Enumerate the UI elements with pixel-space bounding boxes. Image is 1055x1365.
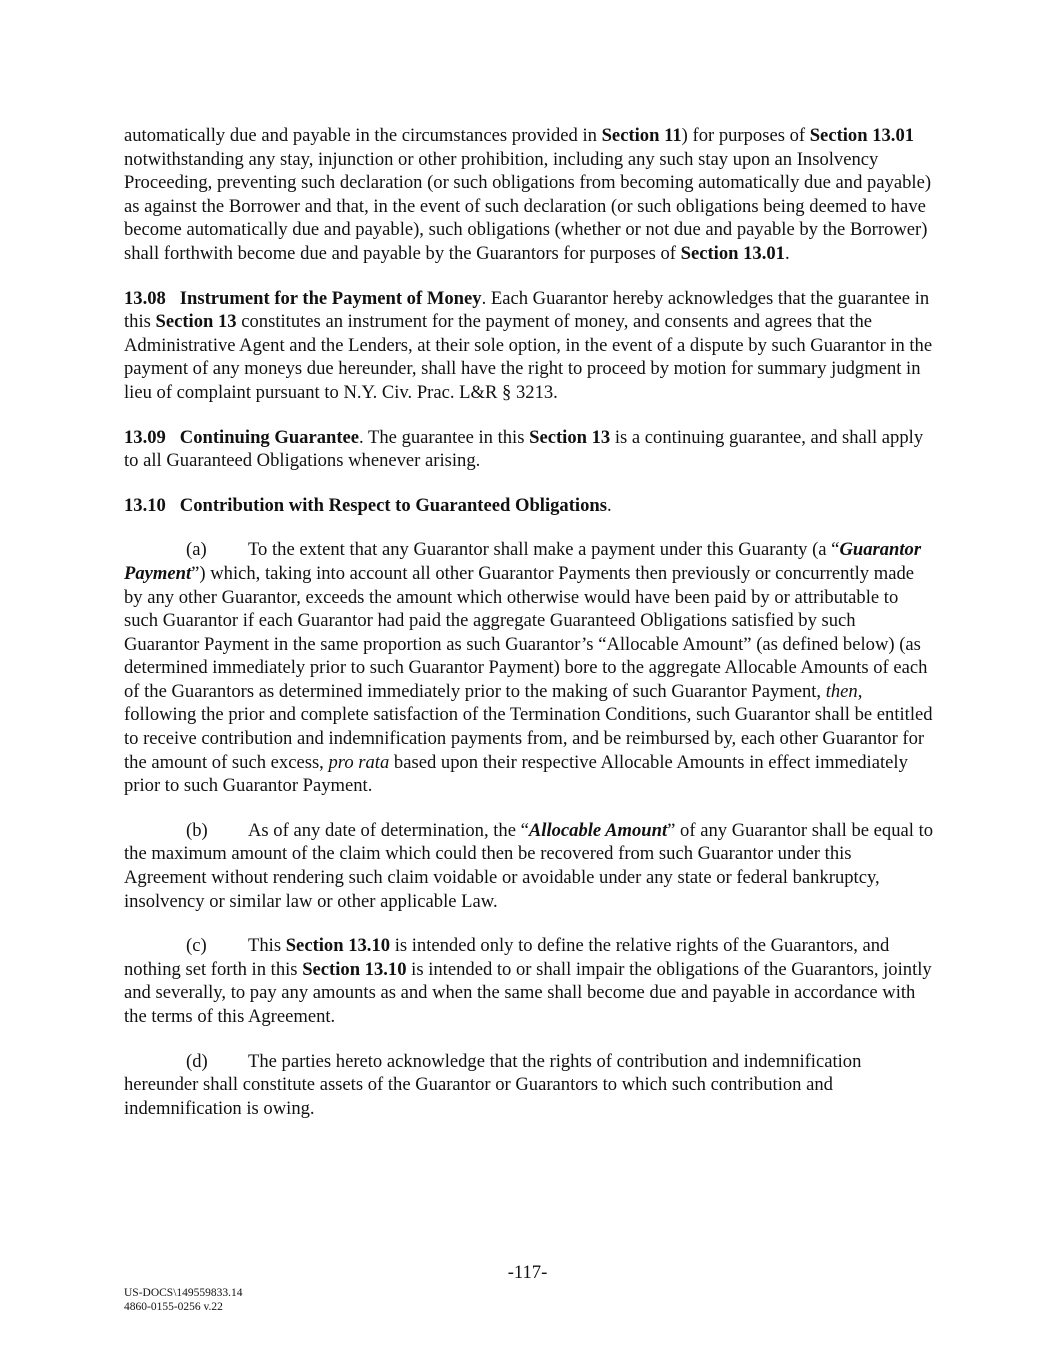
document-id <box>124 1286 243 1314</box>
section-13-09 <box>124 426 934 473</box>
text: is a continuing guarantee, and shall apply to all Guaranteed Obligations whenever arising. <box>124 426 924 472</box>
clause-d <box>124 1050 934 1121</box>
text: As of any date of determination, the “ <box>248 819 529 841</box>
emphasis: pro rata <box>328 751 390 773</box>
section-ref: Section 13.01 <box>809 125 915 146</box>
text: . <box>784 242 790 264</box>
section-ref: Section 13 <box>529 426 611 448</box>
text: , following the prior and complete satisfaction of the Termination Conditions, such Guarantor shall be entitled to receive contribution and indemnification payments from, and be reimbursed by, each other Guarantor for the amount of such excess, <box>124 680 933 773</box>
text: ”) which, taking into account all other Guarantor Payments then previously or concurrently made by any other Guarantor, exceeds the amount which otherwise would have been paid by or attributable to such Guarantor if each Guarantor had paid the aggregate Guaranteed Obligations satisfied by such Guarantor Payment in the same proportion as such Guarantor’s “Allocable Amount” (as defined below) (as determined immediately prior to such Guarantor Payment) bore to the aggregate Allocable Amounts of each of the Guarantors as determined immediately prior to the making of such Guarantor Payment, <box>124 562 928 702</box>
clause-c <box>124 934 934 1028</box>
section-ref: Section 13 <box>155 311 237 333</box>
clause-label: (d) <box>186 1050 208 1072</box>
text: To the extent that any Guarantor shall make a payment under this Guaranty (a “ <box>248 539 840 561</box>
section-ref: Section 13.10 <box>285 935 391 957</box>
section-title: Contribution with Respect to Guaranteed Obligations <box>179 494 607 516</box>
text: based upon their respective Allocable Amounts in effect immediately prior to such Guarantor Payment. <box>124 751 908 797</box>
text: This <box>248 935 286 957</box>
section-13-08 <box>124 287 934 405</box>
section-title: Instrument for the Payment of Money <box>179 287 482 309</box>
text: notwithstanding any stay, injunction or other prohibition, including any such stay upon an Insolvency Proceeding, preventing such declaration (or such obligations from becoming automatically due and payable) as against the Borrower and that, in the event of such declaration (or such obligations being deemed to have become automatically due and payable), such obligations (whether or not due and payable by the Borrower) shall forthwith become due and payable by the Guarantors for purposes of <box>124 148 932 264</box>
clause-b <box>124 819 934 913</box>
document-body <box>124 124 934 1141</box>
section-13-10-heading <box>124 494 934 518</box>
text: is intended to or shall impair the obligations of the Guarantors, jointly and severally, to pay any amounts as and when the same shall become due and payable in accordance with the terms of this Agreement. <box>124 958 932 1027</box>
text: ” of any Guarantor shall be equal to the maximum amount of the claim which could then be recovered from such Guarantor under this Agreement without rendering such claim voidable or avoidable under any state or federal bankruptcy, insolvency or similar law or other applicable Law. <box>124 819 934 912</box>
clause-label: (b) <box>186 819 208 841</box>
section-ref: Section 13.01 <box>680 242 785 264</box>
section-number: 13.08 <box>124 287 166 309</box>
doc-id-line: US-DOCS\149559833.14 <box>124 1287 243 1299</box>
clause-label: (c) <box>186 935 207 957</box>
page-number: -117- <box>507 1262 548 1283</box>
section-number: 13.10 <box>124 494 166 516</box>
text: is intended only to define the relative rights of the Guarantors, and nothing set forth in this <box>124 935 890 980</box>
section-ref: Section 11 <box>601 125 682 146</box>
clause-a <box>124 538 934 798</box>
defined-term: Guarantor Payment <box>124 539 922 584</box>
text: . The guarantee in this <box>359 426 530 448</box>
doc-version-line: 4860-0155-0256 v.22 <box>124 1301 223 1313</box>
text: ) for purposes of <box>681 125 810 146</box>
text: constitutes an instrument for the payment of money, and consents and agrees that the Administrative Agent and the Lenders, at their sole option, in the event of a dispute by such Guarantor in the payment of any moneys due hereunder, shall have the right to proceed by motion for summary judgment in lieu of complaint pursuant to N.Y. Civ. Prac. L&R § 3213. <box>124 311 933 403</box>
section-ref: Section 13.10 <box>302 958 407 980</box>
emphasis: then <box>825 680 858 702</box>
text: automatically due and payable in the circumstances provided in <box>124 125 602 146</box>
clause-label: (a) <box>186 539 207 561</box>
text: . <box>606 494 612 516</box>
defined-term: Allocable Amount <box>528 819 668 841</box>
continued-paragraph <box>124 124 934 266</box>
text: The parties hereto acknowledge that the rights of contribution and indemnification hereunder shall constitute assets of the Guarantor or Guarantors to which such contribution and indemnification is owing. <box>124 1050 862 1119</box>
text: . Each Guarantor hereby acknowledges that the guarantee in this <box>124 287 930 333</box>
section-number: 13.09 <box>124 426 166 448</box>
section-title: Continuing Guarantee <box>179 426 360 448</box>
